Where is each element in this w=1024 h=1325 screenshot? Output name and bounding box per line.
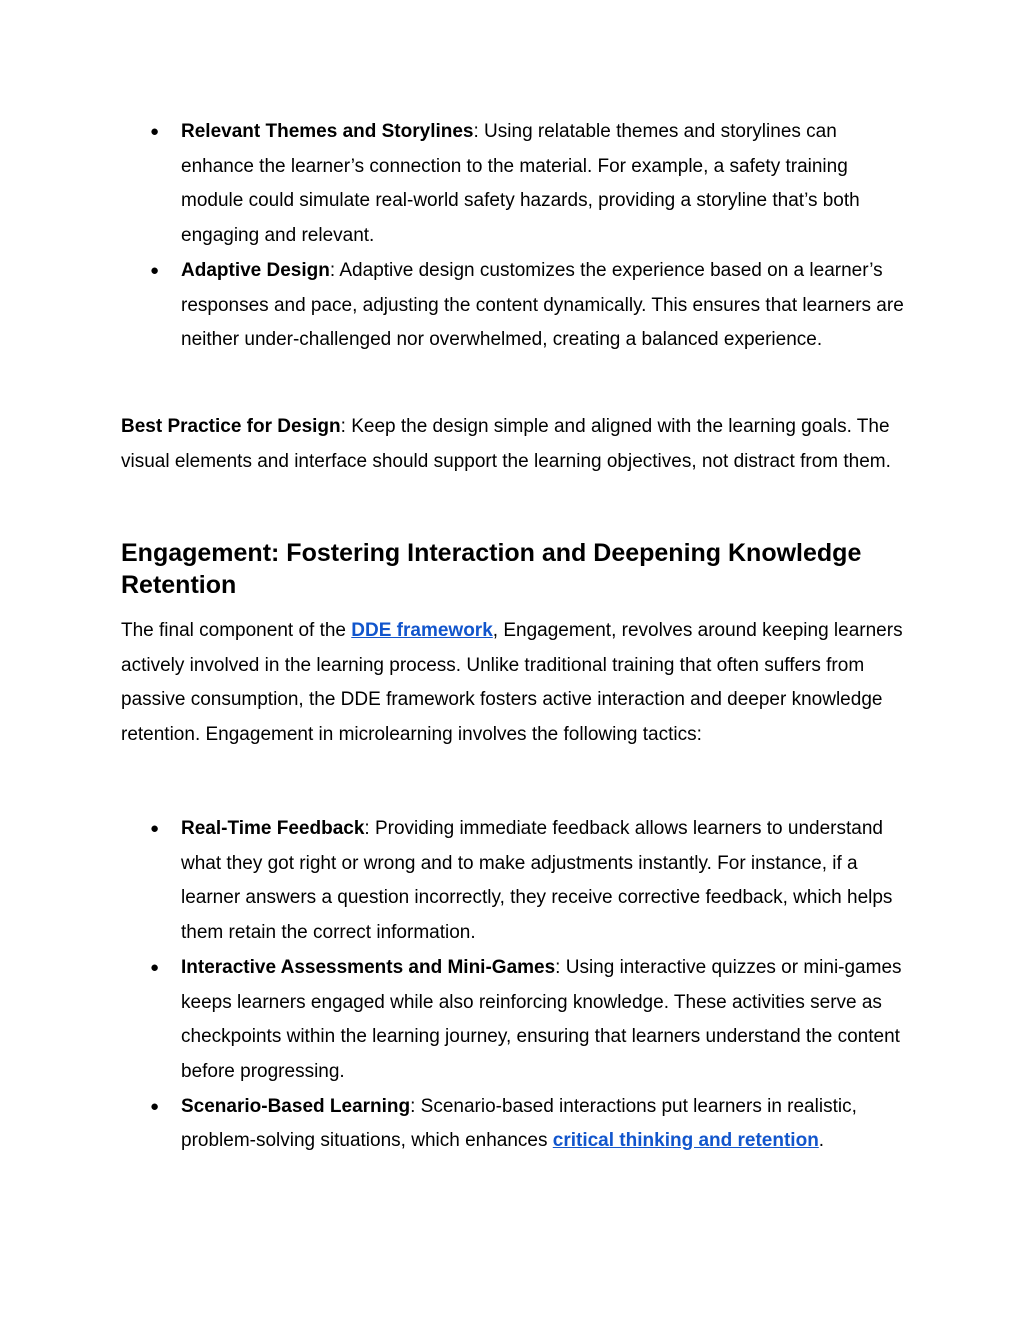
bullet-icon: ● <box>150 1097 160 1115</box>
best-practice-text: : Keep the design simple and aligned with the learning goals. The visual elements and interface should support the learning objectives, not distract from them. <box>121 416 891 472</box>
list-item-text-after: . <box>818 1130 825 1152</box>
list-item <box>121 951 911 1090</box>
bullet-icon: ● <box>150 958 160 976</box>
list-item-term: Adaptive Design <box>181 259 330 281</box>
bullet-list-design <box>121 115 911 358</box>
list-item-term: Interactive Assessments and Mini-Games <box>181 956 556 978</box>
list-item <box>121 115 911 254</box>
list-item-text: : Adaptive design customizes the experience based on a learner’s responses and pace, adjusting the content dynamically. This ensures that learners are neither under-challenged nor overwhelmed, creating a balanced experience. <box>181 259 904 351</box>
critical-thinking-link[interactable]: critical thinking and retention <box>552 1130 819 1152</box>
best-practice-term: Best Practice for Design <box>121 416 341 437</box>
list-item <box>121 254 911 358</box>
bullet-icon: ● <box>150 123 160 140</box>
list-item-text: : Scenario-based interactions put learners in realistic, problem-solving situations, which enhances <box>181 1095 857 1152</box>
section-heading: Engagement: Fostering Interaction and Deepening Knowledge Retention <box>121 539 862 599</box>
intro-text-after: , Engagement, revolves around keeping learners actively involved in the learning process. Unlike traditional training that often suffers from passive consumption, the DDE framework fosters active interaction and deeper knowledge retention. Engagement in microlearning involves the following tactics: <box>121 620 903 746</box>
list-item-text: : Using interactive quizzes or mini-games keeps learners engaged while also reinforcing knowledge. These activities serve as checkpoints within the learning journey, ensuring that learners understand the content before progressing. <box>181 956 902 1082</box>
list-item-term: Real-Time Feedback <box>181 818 365 839</box>
bullet-list-engagement <box>121 812 911 1159</box>
list-item <box>121 1090 911 1159</box>
bullet-icon: ● <box>150 261 160 279</box>
intro-paragraph <box>121 614 911 753</box>
bullet-icon: ● <box>150 820 160 837</box>
list-item-term: Relevant Themes and Storylines <box>181 121 474 142</box>
intro-text-before: The final component of the <box>121 620 352 641</box>
list-item-text: : Providing immediate feedback allows learners to understand what they got right or wrong and to make adjustments instantly. For instance, if a learner answers a question incorrectly, they receive corrective feedback, which helps them retain the correct information. <box>181 818 893 944</box>
list-item-term: Scenario-Based Learning <box>181 1095 411 1117</box>
dde-framework-link[interactable]: DDE framework <box>351 620 493 641</box>
list-item-text: : Using relatable themes and storylines can enhance the learner’s connection to the material. For example, a safety training module could simulate real-world safety hazards, providing a storyline that’s both engaging and relevant. <box>181 121 860 247</box>
best-practice-paragraph <box>121 410 911 479</box>
list-item <box>121 812 911 951</box>
